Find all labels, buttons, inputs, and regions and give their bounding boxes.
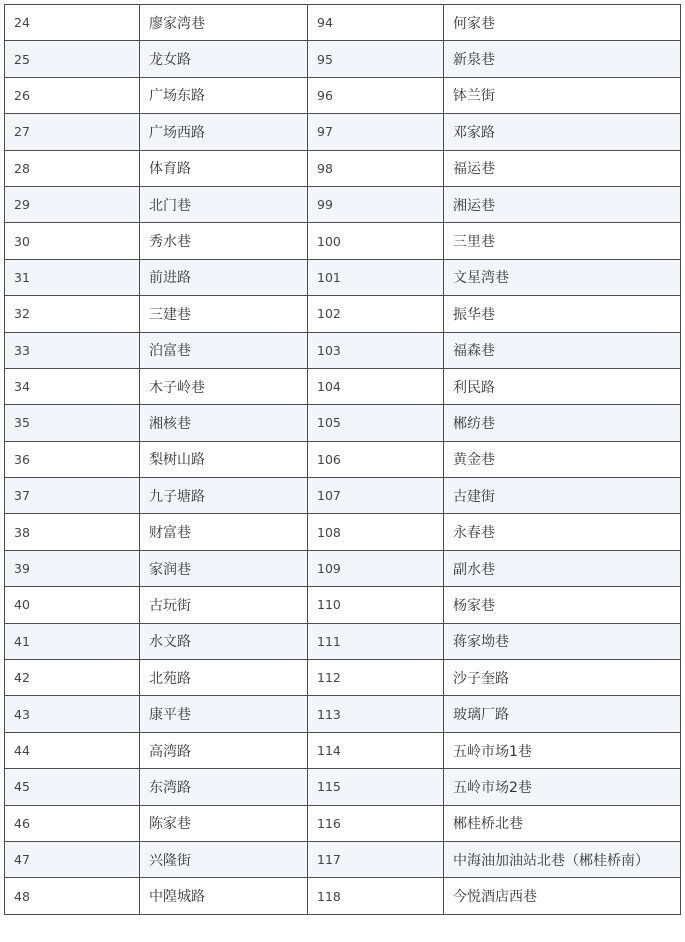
- street-name-right: 三里巷: [444, 223, 681, 259]
- row-number-right: 107: [308, 478, 444, 514]
- row-number-left: 44: [5, 732, 140, 768]
- row-number-left: 47: [5, 841, 140, 877]
- row-number-right: 102: [308, 296, 444, 332]
- street-name-right: 副水巷: [444, 550, 681, 586]
- street-name-left: 水文路: [140, 623, 308, 659]
- row-number-right: 117: [308, 841, 444, 877]
- row-number-right: 95: [308, 41, 444, 77]
- street-name-right: 文星湾巷: [444, 259, 681, 295]
- street-name-left: 北苑路: [140, 660, 308, 696]
- street-name-right: 振华巷: [444, 296, 681, 332]
- table-row: [5, 332, 681, 368]
- row-number-left: 26: [5, 77, 140, 113]
- street-name-right: 郴桂桥北巷: [444, 805, 681, 841]
- table-row: [5, 660, 681, 696]
- row-number-right: 116: [308, 805, 444, 841]
- row-number-right: 104: [308, 368, 444, 404]
- row-number-left: 31: [5, 259, 140, 295]
- row-number-right: 96: [308, 77, 444, 113]
- row-number-right: 103: [308, 332, 444, 368]
- row-number-right: 115: [308, 769, 444, 805]
- street-name-left: 泊富巷: [140, 332, 308, 368]
- street-name-right: 黄金巷: [444, 441, 681, 477]
- table-row: [5, 114, 681, 150]
- row-number-right: 99: [308, 186, 444, 222]
- row-number-left: 28: [5, 150, 140, 186]
- row-number-right: 94: [308, 5, 444, 41]
- row-number-right: 106: [308, 441, 444, 477]
- row-number-right: 118: [308, 878, 444, 914]
- table-row: [5, 368, 681, 404]
- row-number-left: 43: [5, 696, 140, 732]
- row-number-right: 98: [308, 150, 444, 186]
- street-name-left: 东湾路: [140, 769, 308, 805]
- street-name-left: 前进路: [140, 259, 308, 295]
- street-name-left: 兴隆街: [140, 841, 308, 877]
- row-number-left: 25: [5, 41, 140, 77]
- row-number-left: 32: [5, 296, 140, 332]
- table-row: [5, 223, 681, 259]
- table-row: [5, 296, 681, 332]
- street-name-right: 邓家路: [444, 114, 681, 150]
- table-row: [5, 405, 681, 441]
- street-name-right: 中海油加油站北巷（郴桂桥南）: [444, 841, 681, 877]
- street-name-left: 梨树山路: [140, 441, 308, 477]
- street-name-left: 体育路: [140, 150, 308, 186]
- table-row: [5, 441, 681, 477]
- street-name-left: 湘核巷: [140, 405, 308, 441]
- table-row: [5, 514, 681, 550]
- street-name-right: 郴纺巷: [444, 405, 681, 441]
- row-number-left: 37: [5, 478, 140, 514]
- street-name-right: 古建街: [444, 478, 681, 514]
- table-row: [5, 77, 681, 113]
- row-number-right: 108: [308, 514, 444, 550]
- street-name-left: 广场东路: [140, 77, 308, 113]
- row-number-right: 111: [308, 623, 444, 659]
- street-name-left: 三建巷: [140, 296, 308, 332]
- street-name-right: 玻璃厂路: [444, 696, 681, 732]
- street-name-left: 广场西路: [140, 114, 308, 150]
- row-number-left: 41: [5, 623, 140, 659]
- street-name-left: 九子塘路: [140, 478, 308, 514]
- street-name-left: 秀水巷: [140, 223, 308, 259]
- row-number-left: 36: [5, 441, 140, 477]
- table-row: [5, 769, 681, 805]
- table-row: [5, 550, 681, 586]
- street-name-left: 中隍城路: [140, 878, 308, 914]
- table-row: [5, 696, 681, 732]
- street-name-right: 新泉巷: [444, 41, 681, 77]
- street-name-right: 沙子奎路: [444, 660, 681, 696]
- street-name-left: 陈家巷: [140, 805, 308, 841]
- street-name-right: 五岭市场1巷: [444, 732, 681, 768]
- table-row: [5, 841, 681, 877]
- row-number-left: 45: [5, 769, 140, 805]
- row-number-left: 46: [5, 805, 140, 841]
- street-name-right: 福森巷: [444, 332, 681, 368]
- row-number-left: 33: [5, 332, 140, 368]
- street-name-left: 高湾路: [140, 732, 308, 768]
- row-number-left: 30: [5, 223, 140, 259]
- table-row: [5, 150, 681, 186]
- street-name-left: 财富巷: [140, 514, 308, 550]
- table-body: [5, 5, 681, 915]
- street-name-left: 北门巷: [140, 186, 308, 222]
- row-number-right: 113: [308, 696, 444, 732]
- street-name-left: 康平巷: [140, 696, 308, 732]
- street-name-right: 福运巷: [444, 150, 681, 186]
- row-number-left: 38: [5, 514, 140, 550]
- street-name-left: 龙女路: [140, 41, 308, 77]
- street-name-left: 木子岭巷: [140, 368, 308, 404]
- table-row: [5, 732, 681, 768]
- street-name-left: 古玩街: [140, 587, 308, 623]
- row-number-right: 112: [308, 660, 444, 696]
- street-name-left: 廖家湾巷: [140, 5, 308, 41]
- row-number-left: 34: [5, 368, 140, 404]
- table-row: [5, 186, 681, 222]
- table-row: [5, 478, 681, 514]
- table-row: [5, 41, 681, 77]
- row-number-right: 109: [308, 550, 444, 586]
- street-name-right: 利民路: [444, 368, 681, 404]
- row-number-left: 27: [5, 114, 140, 150]
- row-number-right: 100: [308, 223, 444, 259]
- street-name-right: 蒋家坳巷: [444, 623, 681, 659]
- row-number-right: 114: [308, 732, 444, 768]
- street-name-right: 湘运巷: [444, 186, 681, 222]
- table-row: [5, 5, 681, 41]
- row-number-right: 97: [308, 114, 444, 150]
- street-name-right: 今悦酒店西巷: [444, 878, 681, 914]
- street-name-left: 家润巷: [140, 550, 308, 586]
- row-number-left: 35: [5, 405, 140, 441]
- street-name-right: 五岭市场2巷: [444, 769, 681, 805]
- street-name-right: 永春巷: [444, 514, 681, 550]
- row-number-left: 48: [5, 878, 140, 914]
- row-number-left: 42: [5, 660, 140, 696]
- street-name-table: [4, 4, 681, 915]
- table-row: [5, 878, 681, 914]
- row-number-right: 101: [308, 259, 444, 295]
- street-name-right: 何家巷: [444, 5, 681, 41]
- row-number-left: 29: [5, 186, 140, 222]
- street-name-right: 钵兰街: [444, 77, 681, 113]
- table-row: [5, 259, 681, 295]
- row-number-right: 110: [308, 587, 444, 623]
- row-number-left: 40: [5, 587, 140, 623]
- row-number-left: 24: [5, 5, 140, 41]
- row-number-right: 105: [308, 405, 444, 441]
- table-row: [5, 587, 681, 623]
- row-number-left: 39: [5, 550, 140, 586]
- table-row: [5, 805, 681, 841]
- table-row: [5, 623, 681, 659]
- street-name-right: 杨家巷: [444, 587, 681, 623]
